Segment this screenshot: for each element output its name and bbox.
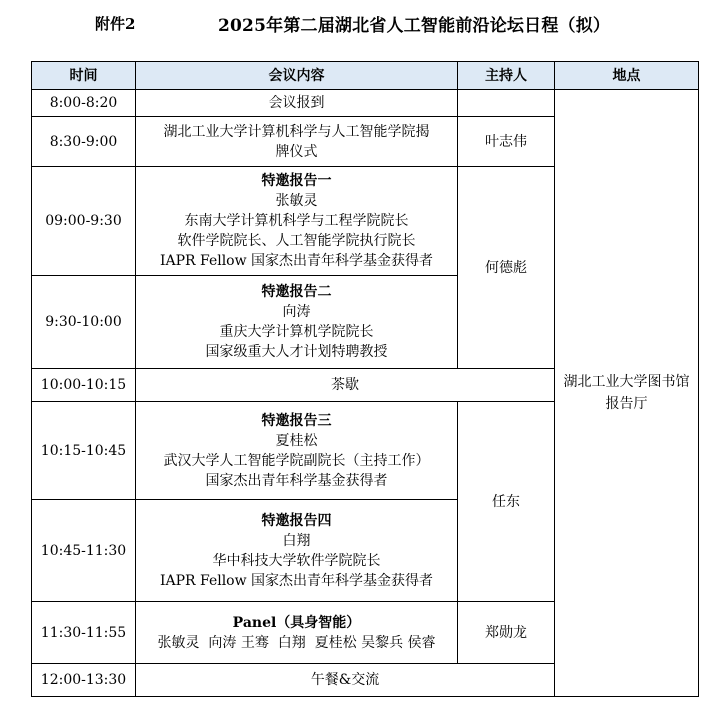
attachment-label: 附件2 [95,15,136,33]
talk-title: 特邀报告三 [261,412,332,429]
content-line: 东南大学计算机科学与工程学院院长 [184,213,409,229]
content-line: 向涛 [282,304,311,320]
content-line: 夏桂松 [275,432,318,449]
content-cell [136,167,458,276]
document-title: 2025年第二届湖北省人工智能前沿论坛日程（拟） [218,16,611,36]
location-cell [555,90,699,697]
content-line: 华中科技大学软件学院院长 [212,552,381,569]
time-cell: 10:15-10:45 [32,402,136,500]
host-cell: 叶志伟 [458,117,555,167]
content-cell [136,402,458,500]
column-header-host: 主持人 [458,62,555,90]
host-cell [458,90,555,117]
content-line: 国家级重大人才计划特聘教授 [205,344,388,360]
time-cell: 9:30-10:00 [32,276,136,369]
table-row [32,90,699,117]
content-line: IAPR Fellow 国家杰出青年科学基金获得者 [159,253,434,269]
talk-title: 特邀报告二 [261,284,332,300]
content-line: 软件学院院长、人工智能学院执行院长 [177,233,416,249]
content-line: 国家杰出青年科学基金获得者 [205,472,388,489]
content-line: 张敏灵 [275,193,318,209]
content-line: 午餐&交流 [310,672,380,688]
document-header [0,10,710,34]
content-line: IAPR Fellow 国家杰出青年科学基金获得者 [159,572,434,589]
host-cell: 何德彪 [458,167,555,369]
content-cell [136,90,458,117]
content-line: 白翔 [282,532,311,549]
time-cell: 8:00-8:20 [32,90,136,117]
content-line: 茶歇 [331,377,359,393]
time-cell: 8:30-9:00 [32,117,136,167]
content-line: 会议报到 [268,95,325,111]
content-line: 重庆大学计算机学院院长 [219,324,374,340]
column-header-location: 地点 [555,62,699,90]
host-cell: 任东 [458,402,555,602]
content-cell [136,117,458,167]
content-line: 湖北工业大学计算机科学与人工智能学院揭 [163,123,430,140]
content-line: 牌仪式 [275,143,318,160]
talk-title: 特邀报告一 [261,173,332,189]
content-cell [136,500,458,602]
time-cell: 12:00-13:30 [32,664,136,697]
time-cell: 09:00-9:30 [32,167,136,276]
content-cell [136,369,555,402]
location-text: 湖北工业大学图书馆报告厅 [563,374,690,412]
content-cell [136,276,458,369]
content-line: 张敏灵 向涛 王骞 白翔 夏桂松 吴黎兵 侯睿 [157,634,436,651]
column-header-time: 时间 [32,62,136,90]
column-header-content: 会议内容 [136,62,458,90]
content-line: 武汉大学人工智能学院副院长（主持工作） [163,452,430,469]
time-cell: 10:45-11:30 [32,500,136,602]
table-header-row [32,62,699,90]
host-cell: 郑勋龙 [458,602,555,664]
content-cell [136,602,458,664]
talk-title: 特邀报告四 [261,512,332,529]
talk-title: Panel（具身智能） [232,614,361,631]
time-cell: 10:00-10:15 [32,369,136,402]
content-cell [136,664,555,697]
time-cell: 11:30-11:55 [32,602,136,664]
schedule-table [31,61,699,697]
